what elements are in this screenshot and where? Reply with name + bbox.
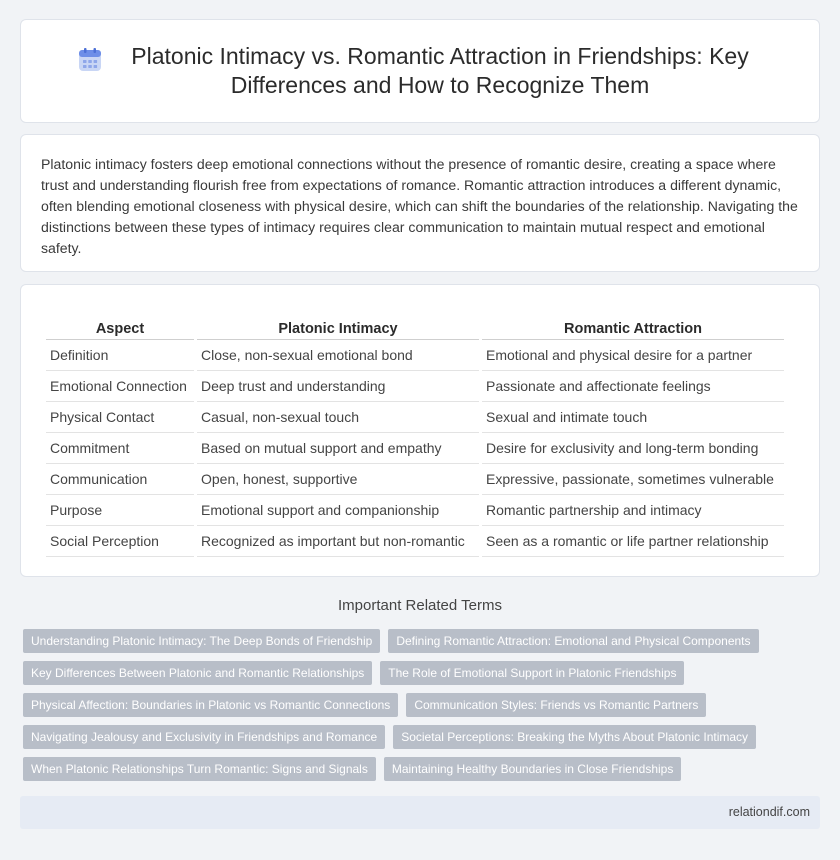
related-term-link[interactable]: Societal Perceptions: Breaking the Myths About Platonic Intimacy (393, 725, 756, 749)
table-header-row (46, 313, 784, 340)
comparison-table (43, 313, 787, 557)
table-cell: Definition (46, 340, 194, 371)
related-term-link[interactable]: Physical Affection: Boundaries in Platonic vs Romantic Connections (23, 693, 398, 717)
table-cell: Commitment (46, 433, 194, 464)
table-row (46, 402, 784, 433)
related-terms-list (23, 629, 803, 789)
table-cell: Based on mutual support and empathy (197, 433, 479, 464)
table-cell: Desire for exclusivity and long-term bonding (482, 433, 784, 464)
table-row (46, 340, 784, 371)
table-row (46, 371, 784, 402)
table-cell: Seen as a romantic or life partner relationship (482, 526, 784, 557)
table-cell: Social Perception (46, 526, 194, 557)
table-row (46, 433, 784, 464)
related-term-link[interactable]: Communication Styles: Friends vs Romantic Partners (406, 693, 706, 717)
related-term-link[interactable]: Key Differences Between Platonic and Romantic Relationships (23, 661, 372, 685)
related-term-link[interactable]: Understanding Platonic Intimacy: The Deep Bonds of Friendship (23, 629, 380, 653)
table-cell: Emotional support and companionship (197, 495, 479, 526)
footer (20, 796, 820, 829)
tag-row (23, 629, 803, 653)
intro-paragraph: Platonic intimacy fosters deep emotional connections without the presence of romantic desire, creating a space where trust and understanding flourish free from expectations of romance. Romantic attraction introduces a different dynamic, often blending emotional closeness with physical desire, which can shift the boundaries of the relationship. Navigating the distinctions between these types of intimacy requires clear communication to maintain mutual respect and emotional safety. (41, 156, 798, 256)
table-cell: Open, honest, supportive (197, 464, 479, 495)
site-link[interactable]: relationdif.com (728, 805, 810, 819)
page-title: Platonic Intimacy vs. Romantic Attraction in Friendships: Key Differences and How to Recognize Them (131, 43, 749, 98)
comparison-table-card (20, 284, 820, 577)
tag-row (23, 757, 803, 781)
related-term-link[interactable]: Navigating Jealousy and Exclusivity in Friendships and Romance (23, 725, 385, 749)
tag-row (23, 661, 803, 685)
table-cell: Expressive, passionate, sometimes vulnerable (482, 464, 784, 495)
table-cell: Romantic partnership and intimacy (482, 495, 784, 526)
tag-row (23, 725, 803, 749)
table-cell: Close, non-sexual emotional bond (197, 340, 479, 371)
table-cell: Casual, non-sexual touch (197, 402, 479, 433)
table-cell: Communication (46, 464, 194, 495)
table-cell: Recognized as important but non-romantic (197, 526, 479, 557)
related-term-link[interactable]: Maintaining Healthy Boundaries in Close Friendships (384, 757, 681, 781)
column-header-romantic: Romantic Attraction (482, 313, 784, 340)
table-cell: Purpose (46, 495, 194, 526)
table-cell: Sexual and intimate touch (482, 402, 784, 433)
related-term-link[interactable]: Defining Romantic Attraction: Emotional and Physical Components (388, 629, 758, 653)
table-row (46, 464, 784, 495)
related-term-link[interactable]: The Role of Emotional Support in Platonic Friendships (380, 661, 684, 685)
related-terms-heading: Important Related Terms (338, 597, 502, 614)
intro-card (20, 134, 820, 272)
tag-row (23, 693, 803, 717)
table-cell: Deep trust and understanding (197, 371, 479, 402)
table-cell: Emotional Connection (46, 371, 194, 402)
table-cell: Passionate and affectionate feelings (482, 371, 784, 402)
table-row (46, 526, 784, 557)
related-term-link[interactable]: When Platonic Relationships Turn Romantic: Signs and Signals (23, 757, 376, 781)
table-row (46, 495, 784, 526)
header-card (20, 19, 820, 123)
column-header-aspect: Aspect (46, 313, 194, 340)
table-cell: Physical Contact (46, 402, 194, 433)
column-header-platonic: Platonic Intimacy (197, 313, 479, 340)
table-cell: Emotional and physical desire for a partner (482, 340, 784, 371)
